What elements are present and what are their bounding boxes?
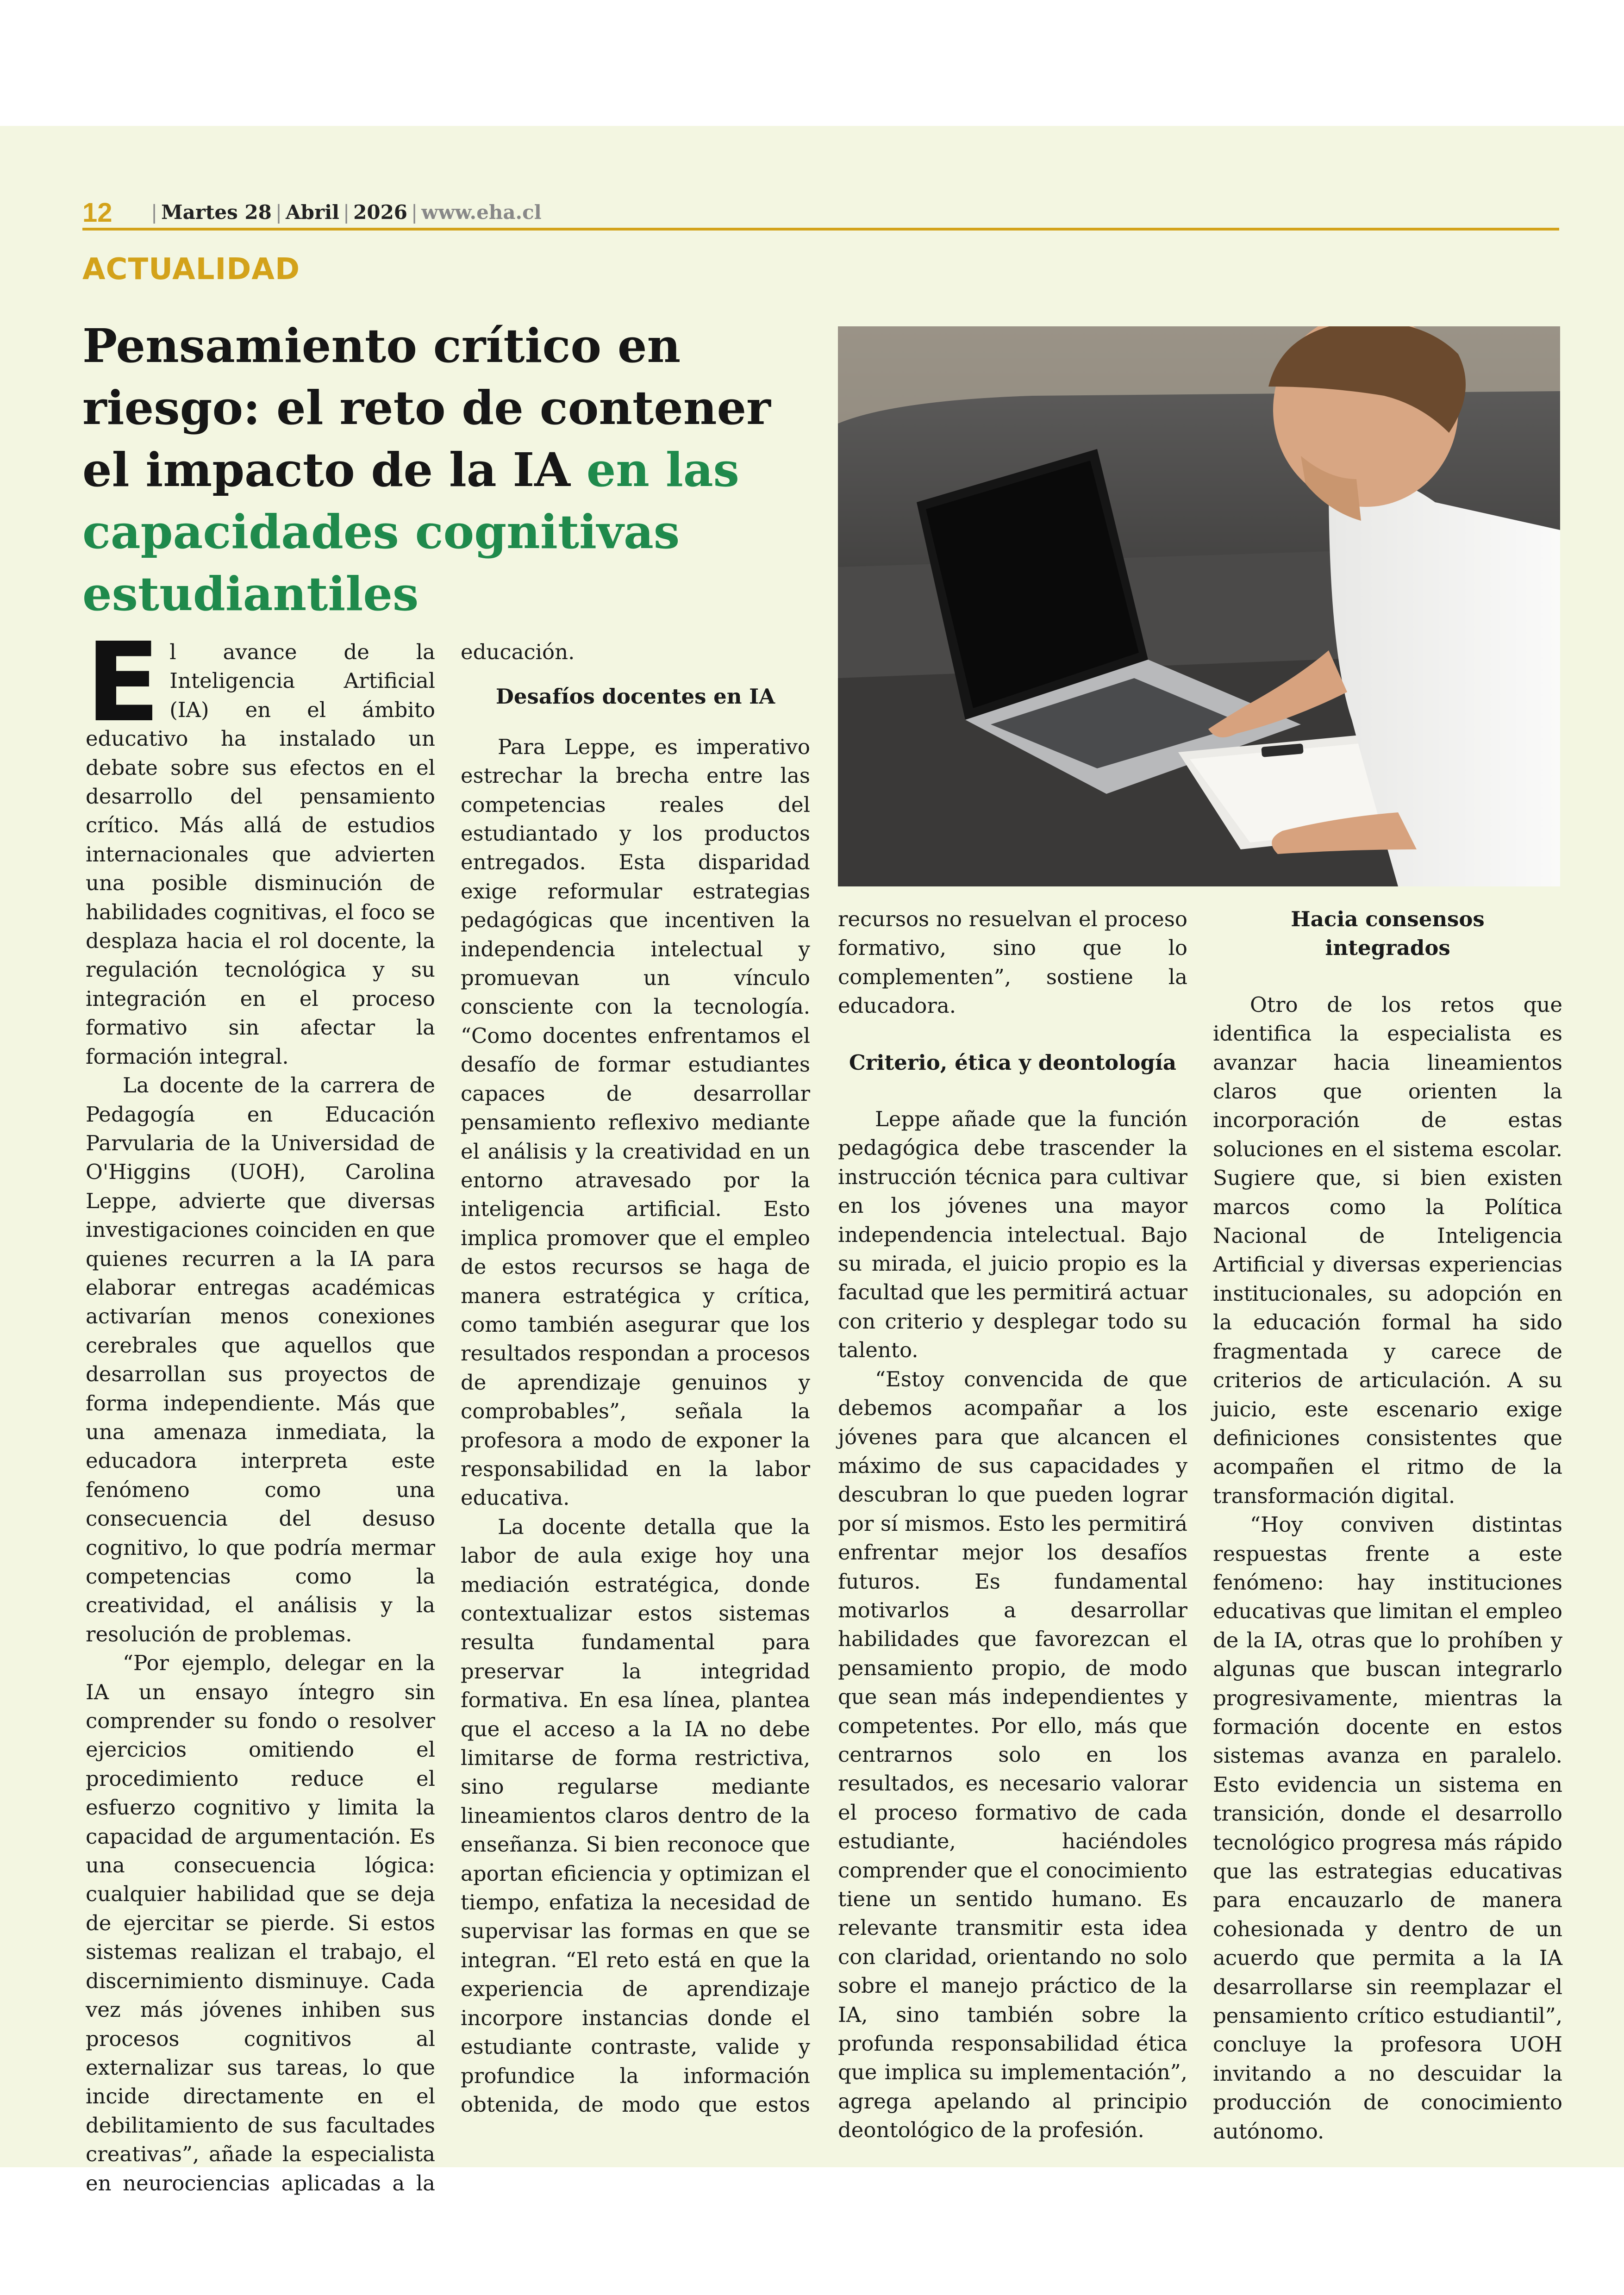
subhead-criterio: Criterio, ética y deontología <box>849 1050 1177 1075</box>
issue-day: Martes 28 <box>161 201 272 224</box>
article-column-4 <box>1213 905 1562 2146</box>
paragraph-docente: La docente de la carrera de Pedagogía en Educación Parvularia de la Universidad de O'Higgins (UOH), Carolina Leppe, advierte que diversas investigaciones coinciden en que quienes recurren a la IA para elaborar entregas académicas activarían menos conexiones cerebrales que aquellos que desarrollan sus proyectos de forma independiente. Más que una amenaza inmediata, la educadora interpreta este fenómeno como una consecuencia del desuso cognitivo, lo que podría mermar competencias como la creatividad, el análisis y la resolución de problemas. <box>86 1073 435 1646</box>
paragraph-quote-ejemplo: “Por ejemplo, delegar en la IA un ensayo íntegro sin comprender su fondo o resolver ejercicios omitiendo el procedimiento reduce el esfuerzo cognitivo y limita la capacidad de argumentación. Es una consecuencia lógica: cualquier habilidad que se deja de ejercitar se pierde. Si estos sistemas realizan el trabajo, el discernimiento disminuye. Cada vez más jóvenes inhiben sus procesos cognitivos al externalizar sus tareas, lo que incide directamente en el debilitamiento de sus facultades creativas”, añade la especialista en neurociencias aplicadas a la <box>86 1651 435 2195</box>
paragraph-funcion-pedagogica: Leppe añade que la función pedagógica debe trascender la instrucción técnica para cultivar en los jóvenes una mayor independencia intelectual. Bajo su mirada, el juicio propio es la facultad que les permitirá actuar con criterio y desplegar todo su talento. <box>838 1107 1187 1363</box>
student-laptop-photo <box>838 326 1560 886</box>
site-url[interactable]: www.eha.cl <box>421 201 542 224</box>
continuation-educacion: educación. <box>461 640 575 664</box>
section-label: ACTUALIDAD <box>82 252 300 287</box>
article-column-3 <box>838 905 1187 2145</box>
article-column-2 <box>461 638 810 2119</box>
paragraph-otros-retos: Otro de los retos que identifica la especialista es avanzar hacia lineamientos claros que orienten la incorporación de estas soluciones en el sistema escolar. Sugiere que, si bien existen marcos como la Política Nacional de Inteligencia Artificial y diversas experiencias institucionales, su adopción en la educación formal ha sido fragmentada y carece de criterios de articulación. A su juicio, este escenario exige definiciones consistentes que acompañen el ritmo de la transformación digital. <box>1213 992 1562 1508</box>
paragraph-convencida: “Estoy convencida de que debemos acompañar a los jóvenes para que alcancen el máximo de sus capacidades y descubran lo que pueden lograr por sí mismos. Esto les permitirá enfrentar mejor los desafíos futuros. Es fundamental motivarlos a desarrollar habilidades que favorezcan el pensamiento propio, de modo que sean más independientes y competentes. Por ello, más que centrarnos solo en los resultados, es necesario valorar el proceso formativo de cada estudiante, haciéndoles comprender que el conocimiento tiene un sentido humano. Es relevante transmitir esta idea con claridad, orientando no solo sobre el manejo práctico de la IA, sino también sobre la profunda responsabilidad ética que implica su implementación”, agrega apelando al principio deontológico de la profesión. <box>838 1366 1187 2143</box>
article-photo <box>838 326 1560 886</box>
paragraph-mediacion: La docente detalla que la labor de aula exige hoy una mediación estratégica, donde contextualizar estos sistemas resulta fundamental para preservar la integridad formativa. En esa línea, plantea que el acceso a la IA no debe limitarse de forma restrictiva, sino regularse mediante lineamientos claros dentro de la enseñanza. Si bien reconoce que aportan eficiencia y optimizan el tiempo, enfatiza la necesidad de supervisar las formas en que se integran. “El reto está en que la experiencia de aprendizaje incorpore instancias donde el estudiante contraste, valide y profundice la información obtenida, de modo que estos <box>461 1514 810 2117</box>
headline <box>82 315 832 625</box>
paragraph-leppe-brecha: Para Leppe, es imperativo estrechar la brecha entre las competencias reales del estudiantado y los productos entregados. Esta disparidad exige reformular estrategias pedagógicas que incentiven la independencia intelectual y promuevan un vínculo consciente con la tecnología. “Como docentes enfrentamos el desafío de formar estudiantes capaces de desarrollar pensamiento reflexivo mediante el análisis y la creatividad en un entorno atravesado por la inteligencia artificial. Esto implica promover que el empleo de estos recursos se haga de manera estratégica y crítica, como también asegurar que los resultados respondan a procesos de aprendizaje genuinos y comprobables”, señala la profesora a modo de exponer la responsabilidad en la labor educativa. <box>461 734 810 1510</box>
page-header <box>82 194 1559 231</box>
paragraph-intro <box>86 619 435 1071</box>
issue-date: | Martes 28 | Abril | 2026 | www.eha.cl <box>151 201 542 224</box>
page-number: 12 <box>82 198 112 228</box>
issue-year: 2026 <box>353 201 408 224</box>
header-rule <box>82 228 1559 231</box>
paragraph-intro-text: l avance de la Inteligencia Artificial (IA) en el ámbito educativo ha instalado un debate sobre sus efectos en el desarrollo del pensamiento crítico. Más allá de estudios internacionales que advierten una posible disminución de habilidades cognitivas, el foco se desplaza hacia el rol docente, la regulación tecnológica y su integración en el proceso formativo sin afectar la formación integral. <box>86 640 435 1069</box>
drop-cap: E <box>86 619 161 746</box>
subhead-consensos: Hacia consensos integrados <box>1291 907 1485 960</box>
headline-main: Pensamiento crítico en riesgo: el reto de contener el impacto de la IA <box>82 318 771 497</box>
paragraph-hoy-conviven: “Hoy conviven distintas respuestas frente a este fenómeno: hay instituciones educativas que limitan el empleo de la IA, otras que lo prohíben y algunas que buscan integrarlo progresivamente, mientras la formación docente en estos sistemas avanza en paralelo. Esto evidencia un sistema en transición, donde el desarrollo tecnológico progresa más rápido que las estrategias educativas para encauzarlo de manera cohesionada y dentro de un acuerdo que permita a la IA desarrollarse sin reemplazar el pensamiento crítico estudiantil”, concluye la profesora UOH invitando a no descuidar la producción de conocimiento autónomo. <box>1213 1512 1562 2144</box>
paragraph-mediacion-continued: recursos no resuelvan el proceso formativo, sino que lo complementen”, sostiene la educadora. <box>838 907 1187 1018</box>
issue-month: Abril <box>285 201 339 224</box>
headline-highlight: en las capacidades cognitivas estudiantiles <box>82 443 739 621</box>
subhead-desafios: Desafíos docentes en IA <box>495 684 775 709</box>
article-column-1 <box>86 619 435 2198</box>
